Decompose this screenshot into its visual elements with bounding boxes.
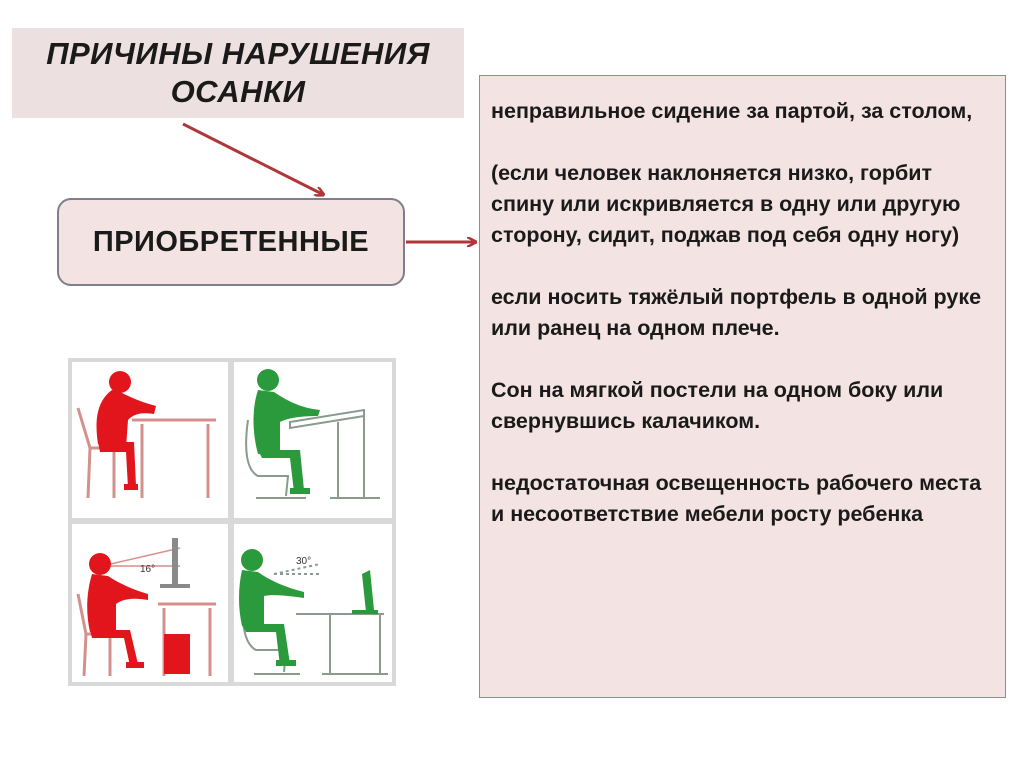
cause-item: если носить тяжёлый портфель в одной руке или ранец на одном плече.	[491, 285, 982, 340]
title-line-1: ПРИЧИНЫ НАРУШЕНИЯ	[46, 36, 430, 71]
cause-item: Сон на мягкой постели на одном боку или свернувшись калачиком.	[491, 378, 944, 433]
causes-box	[479, 75, 1006, 698]
cause-item: недостаточная освещенность рабочего места и несоответствие мебели росту ребенка	[491, 471, 982, 526]
title-to-acquired-arrow	[183, 124, 322, 194]
title-line-2: ОСАНКИ	[170, 74, 306, 109]
angle-30-label: 30°	[296, 556, 312, 567]
angle-16-label: 16°	[140, 564, 156, 575]
title-box	[12, 28, 464, 118]
posture-illustration	[68, 358, 396, 686]
acquired-label: ПРИОБРЕТЕННЫЕ	[92, 225, 370, 258]
cause-item: неправильное сидение за партой, за столом,	[491, 99, 973, 123]
cause-item: (если человек наклоняется низко, горбит спину или искривляется в одну или другую сторону, сидит, поджав под себя одну ногу)	[491, 161, 961, 247]
acquired-box	[57, 198, 405, 286]
